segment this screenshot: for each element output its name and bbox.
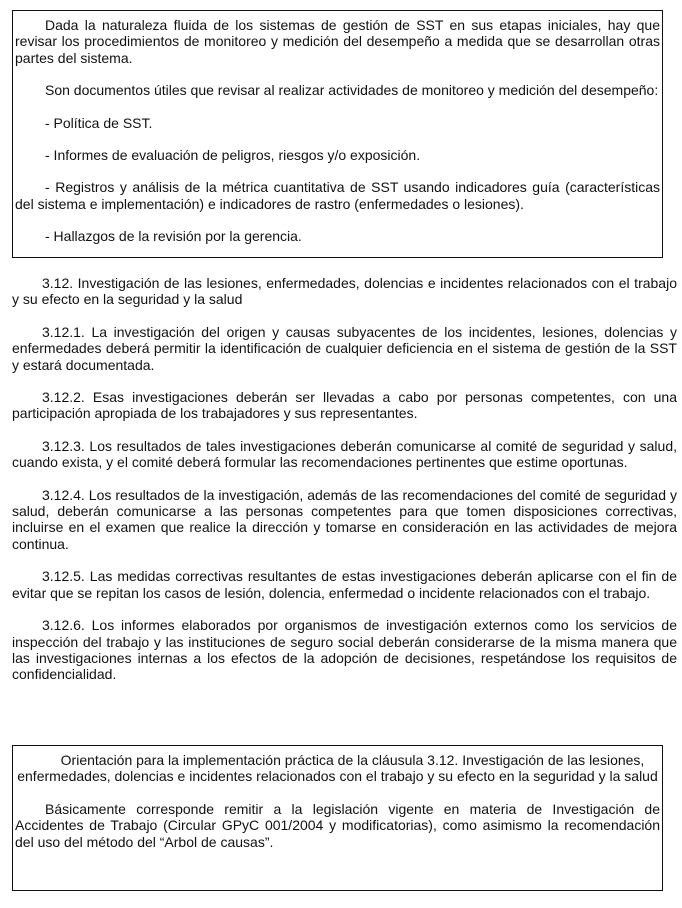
section-heading: 3.12. Investigación de las lesiones, enfermedades, dolencias e incidentes relacionados con el trabajo y su efecto en la seguridad y la salud: [12, 275, 677, 308]
list-item: - Informes de evaluación de peligros, riesgos y/o exposición.: [45, 147, 421, 164]
implementation-guidance-box: [12, 745, 663, 891]
clause-3-12-1: 3.12.1. La investigación del origen y causas subyacentes de los incidentes, lesiones, dolencias y enfermedades deberá permitir la identificación de cualquier deficiencia en el sistema de gestión de la SST y estará documentada.: [12, 323, 677, 373]
clause-3-12-6: 3.12.6. Los informes elaborados por organismos de investigación externos como los servicios de inspección del trabajo y las instituciones de seguro social deberán considerarse de la misma manera que las investigaciones internas a los efectos de la adopción de decisiones, respetándose los requisitos de confidencialidad.: [12, 617, 677, 683]
clause-3-12-5: 3.12.5. Las medidas correctivas resultantes de estas investigaciones deberán aplicarse con el fin de evitar que se repitan los casos de lesión, dolencia, enfermedad o incidente relacionados con el trabajo.: [12, 568, 677, 601]
guidance-title: Orientación para la implementación práctica de la cláusula 3.12. Investigación de las lesiones, enfermedades, dolencias e incidentes relacionados con el trabajo y su efecto en la seguridad y la salud: [17, 752, 658, 785]
intro-paragraph: Dada la naturaleza fluida de los sistemas de gestión de SST en sus etapas iniciales, hay que revisar los procedimientos de monitoreo y medición del desempeño a medida que se desarrollan otras partes del sistema.: [15, 17, 660, 66]
guidance-body: Básicamente corresponde remitir a la legislación vigente en materia de Investigación de Accidentes de Trabajo (Circular GPyC 001/2004 y modificatorias), como asimismo la recomendación del uso del método del “Arbol de causas”.: [15, 800, 660, 850]
section-3-12: [12, 275, 677, 683]
clause-3-12-3: 3.12.3. Los resultados de tales investigaciones deberán comunicarse al comité de seguridad y salud, cuando exista, y el comité deberá formular las recomendaciones pertinentes que estime oportunas.: [12, 437, 677, 471]
list-item: - Política de SST.: [45, 114, 153, 131]
list-item: - Hallazgos de la revisión por la gerencia.: [45, 228, 302, 245]
list-item: - Registros y análisis de la métrica cuantitativa de SST usando indicadores guía (características del sistema e implementación) e indicadores de rastro (enfermedades o lesiones).: [15, 179, 660, 212]
monitoring-guidance-box: [12, 10, 663, 258]
clause-3-12-2: 3.12.2. Esas investigaciones deberán ser llevadas a cabo por personas competentes, con una participación apropiada de los trabajadores y sus representantes.: [12, 389, 677, 422]
clause-3-12-4: 3.12.4. Los resultados de la investigación, además de las recomendaciones del comité de seguridad y salud, deberán comunicarse a las personas competentes para que tomen disposiciones correctivas, incluirse en el examen que realice la dirección y tomarse en consideración en las actividades de mejora continua.: [12, 486, 677, 552]
documents-intro: Son documentos útiles que revisar al realizar actividades de monitoreo y medición del desempeño:: [45, 82, 659, 99]
